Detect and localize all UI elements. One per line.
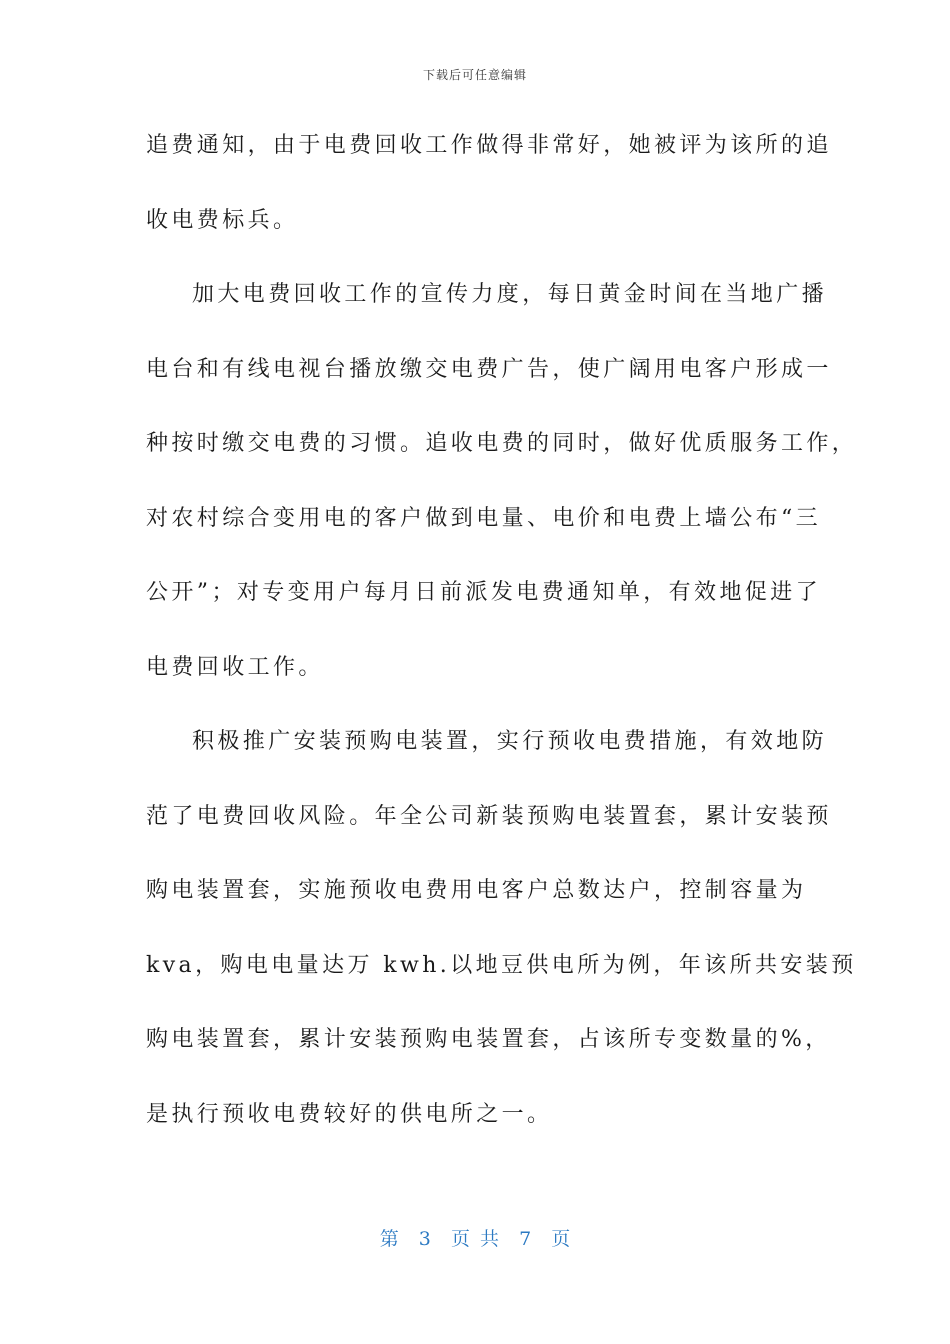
text-line: 追费通知，由于电费回收工作做得非常好，她被评为该所的追 (146, 133, 832, 158)
text-line: 范了电费回收风险。年全公司新装预购电装置套，累计安装预 (146, 803, 832, 829)
document-body (146, 118, 858, 1161)
text-line: 对农村综合变用电的客户做到电量、电价和电费上墙公布“三 (146, 505, 822, 531)
text-line: 收电费标兵。 (146, 207, 299, 233)
text-line: 公开”；对专变用户每月日前派发电费通知单，有效地促进了 (146, 580, 822, 605)
text-line: 电台和有线电视台播放缴交电费广告，使广阔用电客户形成一 (146, 356, 832, 382)
text-line: 是执行预收电费较好的供电所之一。 (146, 1101, 553, 1127)
header-note: 下载后可任意编辑 (422, 68, 527, 82)
text-line: kva，购电电量达万 kwh.以地豆供电所为例，年该所共安装预 (146, 952, 857, 978)
text-line: 种按时缴交电费的习惯。追收电费的同时，做好优质服务工作， (146, 431, 858, 456)
page-footer (0, 1224, 950, 1251)
text-line: 积极推广安装预购电装置，实行预收电费措施，有效地防 (192, 729, 828, 754)
text-line: 电费回收工作。 (146, 654, 324, 680)
text-line: 加大电费回收工作的宣传力度，每日黄金时间在当地广播 (192, 282, 828, 307)
text-line: 购电装置套，实施预收电费用电客户总数达户，控制容量为 (146, 878, 807, 903)
text-line: 购电装置套，累计安装预购电装置套，占该所专变数量的%， (146, 1027, 831, 1052)
page-number: 第 3 页 共 7 页 (379, 1228, 571, 1250)
